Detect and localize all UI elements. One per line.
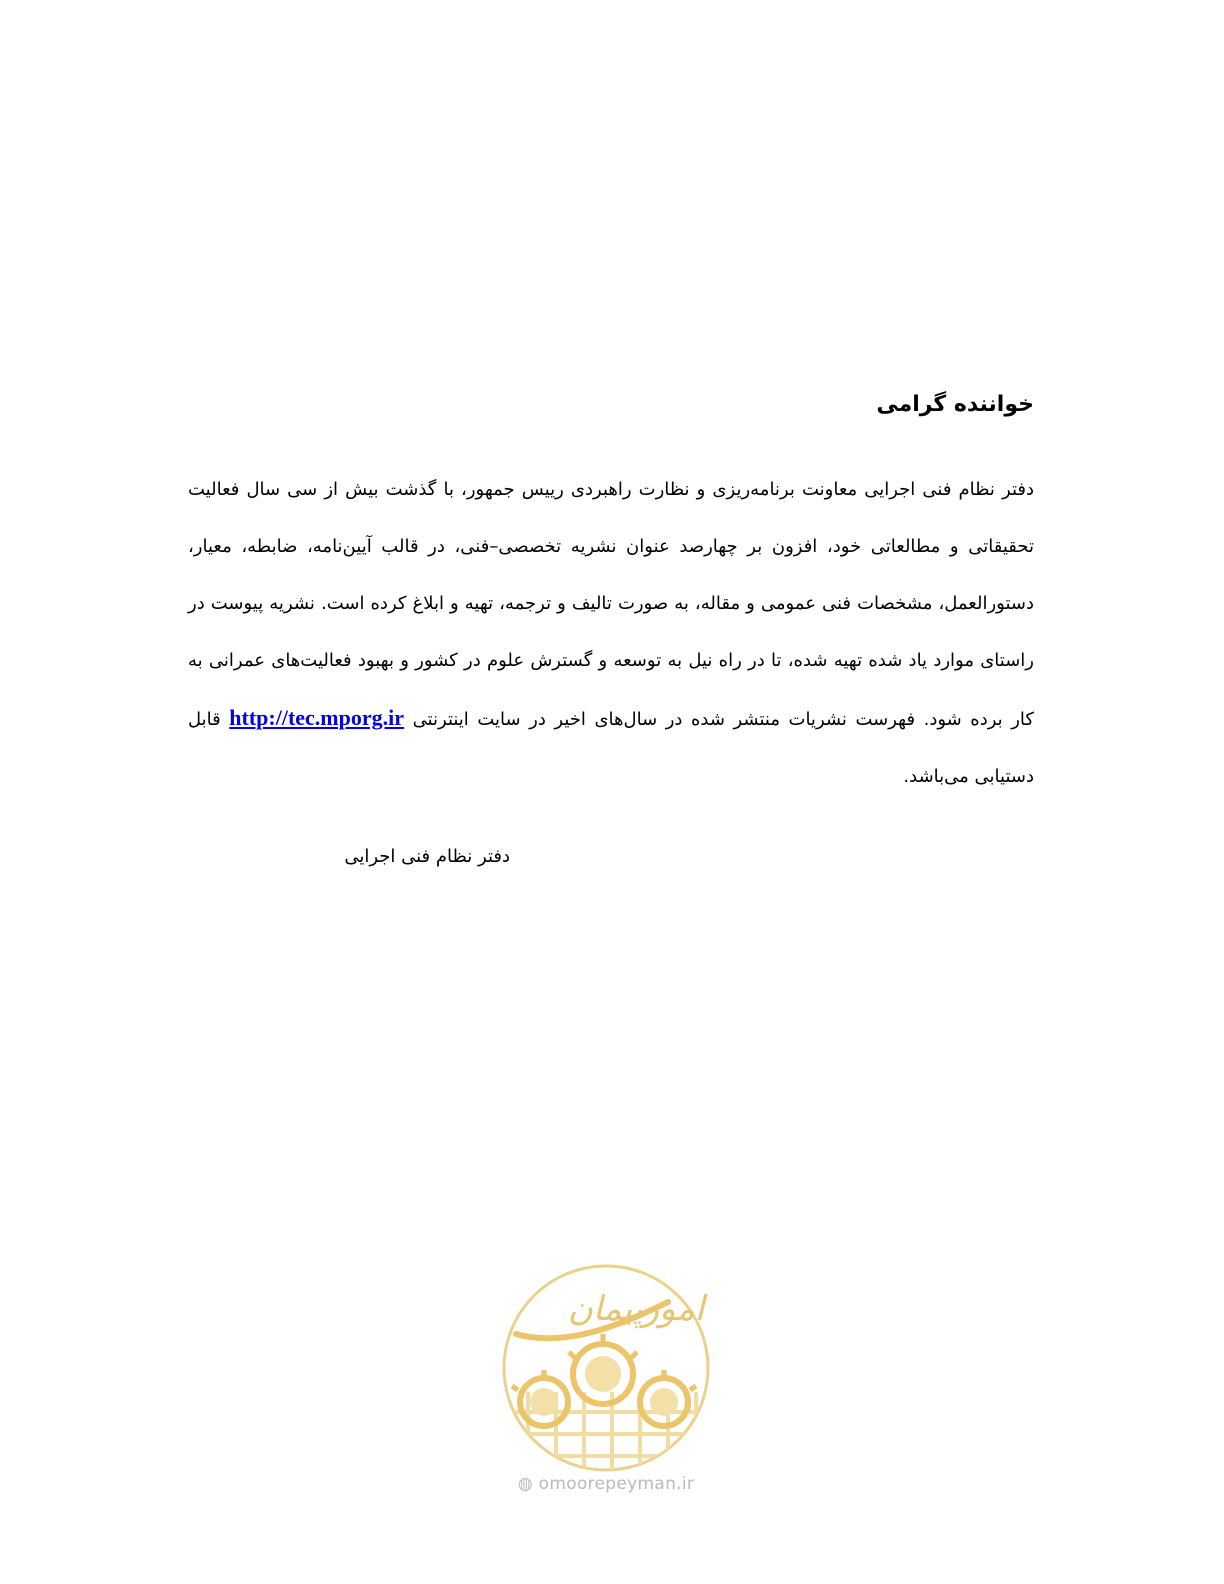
watermark-logo <box>498 1262 714 1512</box>
website-link[interactable]: http://tec.mporg.ir <box>229 705 405 730</box>
letter-heading: خواننده گرامی <box>876 392 1034 417</box>
letter-body <box>188 461 1034 805</box>
globe-icon: ◍ <box>517 1474 533 1494</box>
body-text-end: قابل دستیابی می‌باشد. <box>188 709 1034 787</box>
letter-content <box>188 392 1034 805</box>
body-text-main: دفتر نظام فنی اجرایی معاونت برنامه‌ریزی و نظارت راهبردی رییس جمهور، با گذشت بیش از سی سال فعالیت تحقیقاتی و مطالعاتی خود، افزون بر چهارصد عنوان نشریه تخصصی–فنی، در قالب آیین‌نامه، ضابطه، معیار، دستورالعمل، مشخصات فنی عمومی و مقاله، به صورت تالیف و ترجمه، تهیه و ابلاغ کرده است. نشریه پیوست در راستای موارد یاد شده تهیه شده، تا در راه نیل به توسعه و گسترش علوم در کشور و بهبود فعالیت‌های عمرانی به کار برده شود. فهرست نشریات منتشر شده در سال‌های اخیر در سایت اینترنتی <box>188 479 1034 730</box>
watermark-caption-text: omoorepeyman.ir <box>538 1474 695 1494</box>
watermark-logo-text: امورپیمان <box>567 1289 705 1329</box>
watermark-emblem-icon <box>498 1262 714 1474</box>
letter-signature: دفتر نظام فنی اجرایی <box>344 846 510 867</box>
watermark-caption <box>498 1474 714 1494</box>
